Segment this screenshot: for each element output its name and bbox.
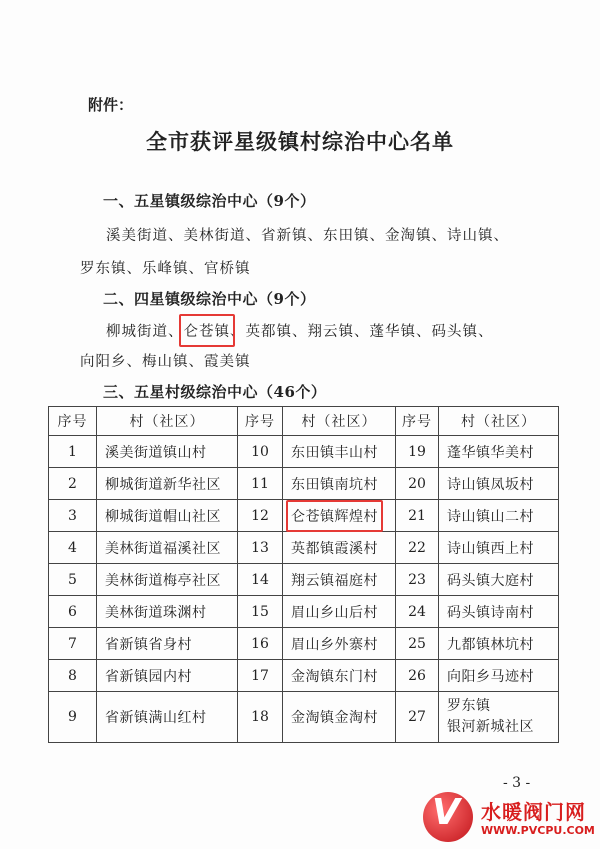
row-number: 22: [396, 532, 439, 564]
row-number: 3: [49, 500, 97, 532]
village-name-line1: 罗东镇: [447, 698, 491, 714]
section2-line1-pre: 柳城街道、: [106, 324, 184, 340]
row-number: 25: [396, 628, 439, 660]
village-name: 九都镇林坑村: [439, 628, 559, 660]
row-number: 19: [396, 436, 439, 468]
village-name: 诗山镇西上村: [439, 532, 559, 564]
village-name: 柳城街道帽山社区: [97, 500, 238, 532]
table-row: [49, 692, 559, 743]
row-number: 2: [49, 468, 97, 500]
row-number: 17: [238, 660, 283, 692]
village-name: 诗山镇凤坂村: [439, 468, 559, 500]
section3-heading: 三、五星村级综治中心（46个）: [103, 383, 327, 401]
section1-heading: 一、五星镇级综治中心（9个）: [103, 192, 316, 210]
table-header-row: [49, 407, 559, 436]
table-row: [49, 500, 559, 532]
attachment-label: 附件：: [88, 96, 134, 114]
row-number: 10: [238, 436, 283, 468]
row-number: 16: [238, 628, 283, 660]
page-number: - 3 -: [503, 775, 531, 791]
section2-line2: 向阳乡、梅山镇、霞美镇: [80, 354, 251, 370]
row-number: 6: [49, 596, 97, 628]
row-number: 23: [396, 564, 439, 596]
village-table: [48, 406, 559, 743]
village-name-two-line: [439, 692, 559, 743]
section1-line1: 溪美街道、美林街道、省新镇、东田镇、金淘镇、诗山镇、: [106, 228, 509, 244]
village-name: 金淘镇东门村: [283, 660, 396, 692]
row-number: 18: [238, 692, 283, 743]
header-no-3: 序号: [396, 407, 439, 436]
village-name: 柳城街道新华社区: [97, 468, 238, 500]
row-number: 11: [238, 468, 283, 500]
village-name: 码头镇大庭村: [439, 564, 559, 596]
row-number: 26: [396, 660, 439, 692]
row-number: 5: [49, 564, 97, 596]
row-number: 12: [238, 500, 283, 532]
village-name: 向阳乡马迹村: [439, 660, 559, 692]
logo-mark: V: [432, 792, 460, 833]
table-row: [49, 468, 559, 500]
village-name: 英都镇霞溪村: [283, 532, 396, 564]
village-name: 东田镇丰山村: [283, 436, 396, 468]
table-row: [49, 596, 559, 628]
row-number: 27: [396, 692, 439, 743]
village-name-line2: 银河新城社区: [447, 719, 534, 735]
row-number: 20: [396, 468, 439, 500]
watermark-logo: [423, 790, 598, 847]
village-name: 眉山乡山后村: [283, 596, 396, 628]
village-name: 东田镇南坑村: [283, 468, 396, 500]
village-name: 诗山镇山二村: [439, 500, 559, 532]
row-number: 4: [49, 532, 97, 564]
header-village-3: 村（社区）: [439, 407, 559, 436]
table-row: [49, 628, 559, 660]
table-row: [49, 564, 559, 596]
village-name: 码头镇诗南村: [439, 596, 559, 628]
table-row: [49, 532, 559, 564]
row-number: 15: [238, 596, 283, 628]
row-number: 13: [238, 532, 283, 564]
village-name: 省新镇园内村: [97, 660, 238, 692]
highlighted-town: 仑苍镇: [184, 320, 231, 341]
row-number: 1: [49, 436, 97, 468]
village-name: [283, 500, 396, 532]
village-name: 翔云镇福庭村: [283, 564, 396, 596]
row-number: 24: [396, 596, 439, 628]
section2-heading: 二、四星镇级综治中心（9个）: [103, 290, 316, 308]
village-name: 省新镇省身村: [97, 628, 238, 660]
header-village-2: 村（社区）: [283, 407, 396, 436]
village-name: 蓬华镇华美村: [439, 436, 559, 468]
village-name: 溪美街道镇山村: [97, 436, 238, 468]
section2-line1-post: 、英都镇、翔云镇、蓬华镇、码头镇、: [230, 324, 494, 340]
village-name: 美林街道福溪社区: [97, 532, 238, 564]
row-number: 21: [396, 500, 439, 532]
logo-site-name: 水暖阀门网: [481, 800, 586, 824]
row-number: 14: [238, 564, 283, 596]
document-title: 全市获评星级镇村综治中心名单: [146, 129, 454, 154]
village-name: 金淘镇金淘村: [283, 692, 396, 743]
logo-site-url: WWW.PVCPU.COM: [481, 824, 595, 837]
village-name: 省新镇满山红村: [97, 692, 238, 743]
section1-line2: 罗东镇、乐峰镇、官桥镇: [80, 261, 251, 277]
section2-line1: [106, 320, 494, 341]
village-name: 美林街道珠渊村: [97, 596, 238, 628]
header-village-1: 村（社区）: [97, 407, 238, 436]
header-no-2: 序号: [238, 407, 283, 436]
header-no-1: 序号: [49, 407, 97, 436]
highlighted-village: 仑苍镇辉煌村: [291, 506, 378, 526]
table-row: [49, 660, 559, 692]
village-name: 眉山乡外寨村: [283, 628, 396, 660]
village-name: 美林街道梅亭社区: [97, 564, 238, 596]
row-number: 9: [49, 692, 97, 743]
table-row: [49, 436, 559, 468]
row-number: 8: [49, 660, 97, 692]
row-number: 7: [49, 628, 97, 660]
